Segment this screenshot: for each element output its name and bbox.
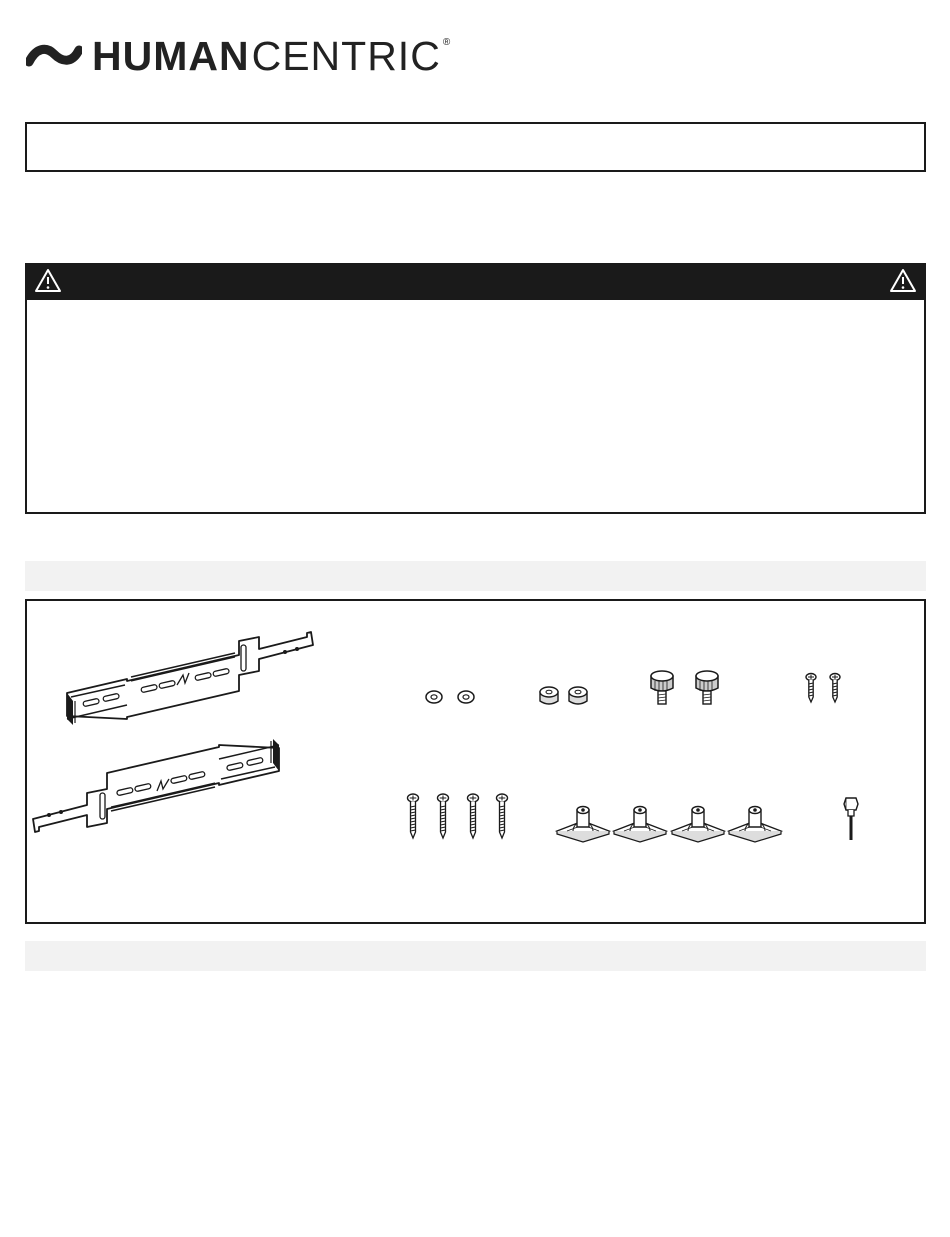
thumb-screw xyxy=(651,671,673,704)
short-screw xyxy=(806,674,816,703)
washer xyxy=(458,691,474,703)
anchor-clip xyxy=(672,807,724,843)
bracket-arm-bottom xyxy=(33,739,279,832)
washer xyxy=(426,691,442,703)
anchor-clip xyxy=(614,807,666,843)
section-strip-parts xyxy=(25,561,926,591)
warning-triangle-icon xyxy=(34,268,62,294)
long-wood-screw xyxy=(468,794,479,838)
brand-name-light: CENTRIC xyxy=(251,32,441,79)
bracket-arm-top xyxy=(67,632,313,725)
title-box xyxy=(25,122,926,172)
anchor-clip xyxy=(557,807,609,843)
small-bolt xyxy=(844,798,858,840)
section-strip-instructions xyxy=(25,941,926,971)
short-screw xyxy=(830,674,840,703)
long-wood-screw xyxy=(438,794,449,838)
brand-name-bold: HUMAN xyxy=(92,32,250,79)
parts-box xyxy=(25,599,926,924)
humancentric-wave-logo-icon xyxy=(26,38,82,74)
spacer xyxy=(569,687,587,704)
brand-logo xyxy=(26,32,452,79)
anchor-clip xyxy=(729,807,781,843)
warning-box xyxy=(25,263,926,514)
warning-header-bar xyxy=(25,263,926,300)
spacer xyxy=(540,687,558,704)
warning-triangle-icon xyxy=(889,268,917,294)
thumb-screw xyxy=(696,671,718,704)
long-wood-screw xyxy=(497,794,508,838)
long-wood-screw xyxy=(408,794,419,838)
parts-illustration xyxy=(27,601,924,922)
registered-mark: ® xyxy=(442,36,452,48)
